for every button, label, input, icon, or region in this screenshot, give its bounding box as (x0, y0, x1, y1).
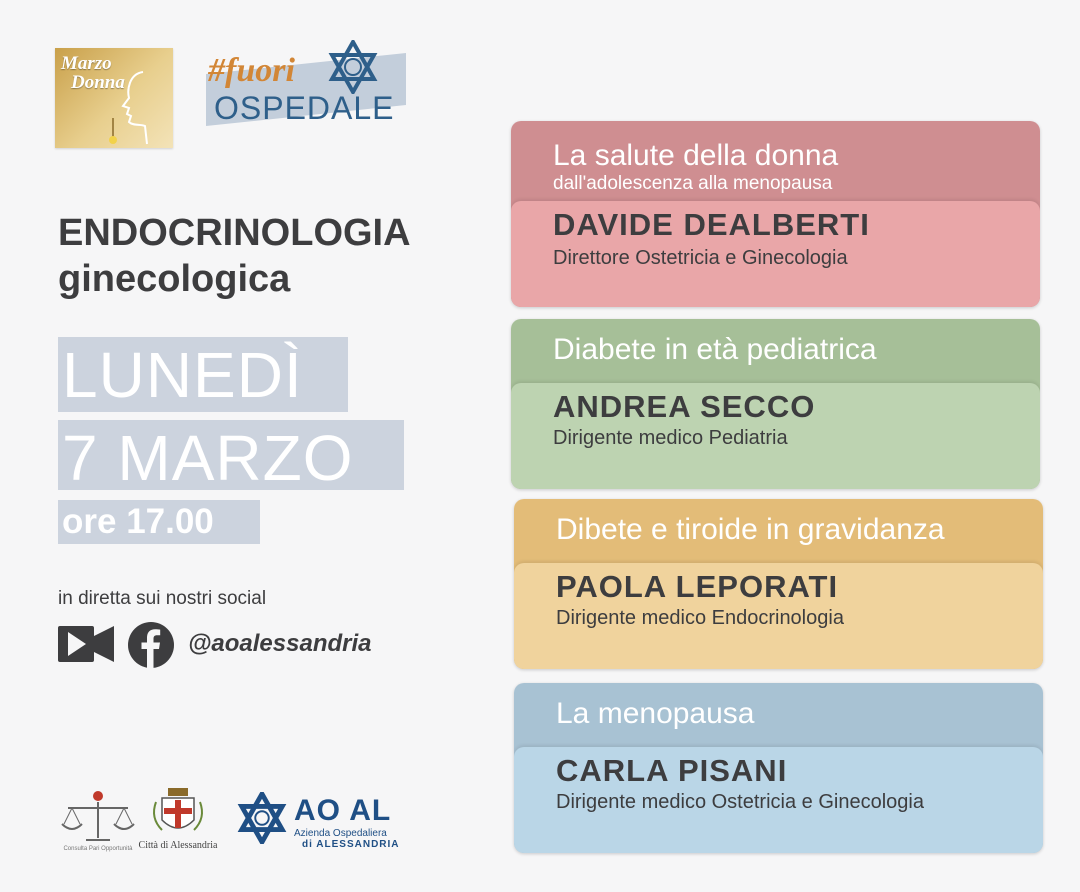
talk-topic: Diabete in età pediatrica (553, 333, 877, 366)
speaker-name: DAVIDE DEALBERTI (553, 207, 870, 242)
speaker-role: Dirigente medico Pediatria (553, 427, 788, 449)
aoal-logo (236, 792, 406, 852)
talk-card-4 (514, 683, 1043, 853)
scales-icon (58, 790, 138, 846)
pari-opportunita-caption: Consulta Pari Opportunità (63, 846, 133, 852)
talk-card-body (511, 201, 1040, 307)
aoal-acronym: AO AL (294, 794, 392, 827)
event-time: ore 17.00 (62, 502, 214, 541)
fuori-ospedale-logo (200, 40, 410, 150)
talk-topic-sub: dall'adolescenza alla menopausa (553, 173, 833, 194)
city-crest-icon (148, 788, 208, 840)
woman-profile-icon (103, 68, 167, 146)
talk-card-body (514, 563, 1043, 669)
social-handle[interactable]: @aoalessandria (188, 630, 372, 657)
event-title-line2: ginecologica (58, 258, 291, 300)
talk-card-body (514, 747, 1043, 853)
star-of-david-icon (236, 792, 288, 844)
event-day: LUNEDÌ (62, 339, 303, 411)
speaker-name: PAOLA LEPORATI (556, 569, 839, 604)
video-camera-icon (58, 626, 114, 662)
aoal-line1: Azienda Ospedaliera (294, 828, 387, 839)
speaker-name: ANDREA SECCO (553, 389, 816, 424)
fuori-ospedale-word: OSPEDALE (214, 90, 395, 126)
talk-topic: Dibete e tiroide in gravidanza (556, 513, 945, 546)
pari-opportunita-logo (58, 790, 138, 851)
marzo-donna-logo-word2: Donna (71, 72, 125, 93)
talk-card-2 (511, 319, 1040, 489)
aoal-line2: di ALESSANDRIA (302, 839, 400, 850)
talk-topic: La menopausa (556, 697, 755, 730)
marzo-donna-logo-word1: Marzo (61, 53, 112, 74)
day-band (58, 337, 348, 412)
event-title-line1: ENDOCRINOLOGIA (58, 212, 411, 254)
citta-alessandria-caption: Città di Alessandria (138, 840, 218, 851)
citta-alessandria-logo (138, 788, 218, 851)
talk-card-body (511, 383, 1040, 489)
speaker-role: Dirigente medico Endocrinologia (556, 607, 844, 629)
talk-topic: La salute della donna (553, 139, 839, 172)
time-band (58, 500, 260, 544)
speaker-name: CARLA PISANI (556, 753, 788, 788)
talk-card-1 (511, 121, 1040, 307)
marzo-donna-logo (55, 48, 173, 148)
fuori-hashtag: #fuori (208, 52, 295, 89)
event-date: 7 MARZO (62, 422, 354, 494)
talk-card-3 (514, 499, 1043, 669)
live-text: in diretta sui nostri social (58, 588, 267, 609)
facebook-icon[interactable] (128, 622, 174, 668)
date-band (58, 420, 404, 494)
event-title (58, 210, 411, 302)
speaker-role: Dirigente medico Ostetricia e Ginecologia (556, 791, 924, 813)
speaker-role: Direttore Ostetricia e Ginecologia (553, 247, 848, 269)
star-of-david-icon (326, 40, 380, 94)
